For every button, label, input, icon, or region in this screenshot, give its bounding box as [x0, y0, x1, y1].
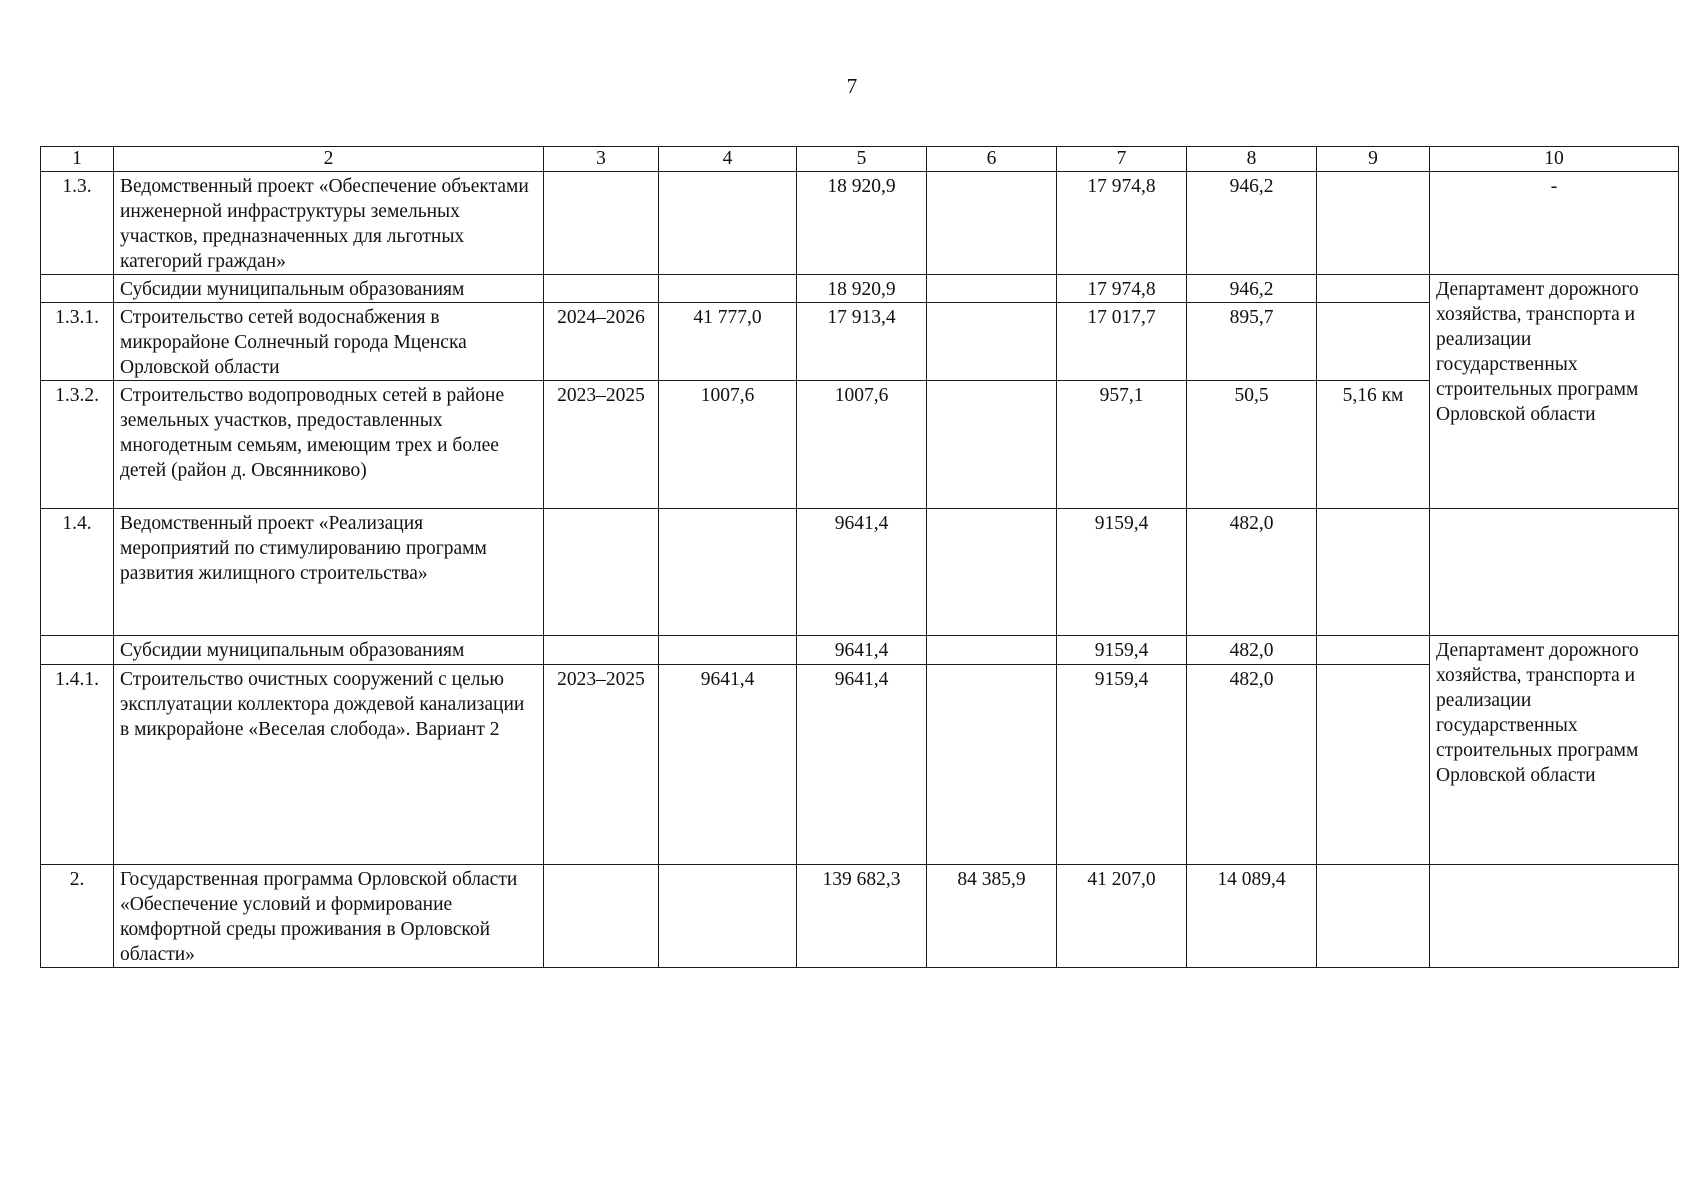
federal-funding	[927, 275, 1057, 303]
page-number: 7	[846, 74, 858, 98]
regional-funding: 9159,4	[1057, 509, 1187, 636]
total-funding: 1007,6	[797, 381, 927, 509]
capacity	[1317, 172, 1430, 275]
executor: Департамент дорожного хозяйства, транспорта и реализации государственных строительных программ Орловской области	[1430, 275, 1679, 509]
federal-funding	[927, 303, 1057, 381]
activity-name: Строительство сетей водоснабжения в микрорайоне Солнечный города Мценска Орловской области	[114, 303, 544, 381]
row-number	[41, 636, 114, 665]
local-funding: 14 089,4	[1187, 865, 1317, 968]
local-funding: 946,2	[1187, 172, 1317, 275]
regional-funding: 957,1	[1057, 381, 1187, 509]
capacity	[1317, 636, 1430, 665]
table-row	[41, 509, 1679, 636]
row-number: 1.4.1.	[41, 665, 114, 865]
implementation-period	[544, 275, 659, 303]
local-funding: 50,5	[1187, 381, 1317, 509]
total-funding: 139 682,3	[797, 865, 927, 968]
capacity	[1317, 303, 1430, 381]
row-number: 2.	[41, 865, 114, 968]
row-number	[41, 275, 114, 303]
table-row	[41, 636, 1679, 665]
activity-name: Субсидии муниципальным образованиям	[114, 275, 544, 303]
executor	[1430, 865, 1679, 968]
implementation-period	[544, 636, 659, 665]
column-header: 3	[544, 147, 659, 172]
implementation-period	[544, 172, 659, 275]
regional-funding: 41 207,0	[1057, 865, 1187, 968]
regional-funding: 17 974,8	[1057, 275, 1187, 303]
estimated-cost	[659, 509, 797, 636]
capacity	[1317, 275, 1430, 303]
local-funding: 895,7	[1187, 303, 1317, 381]
column-header: 4	[659, 147, 797, 172]
activity-name: Субсидии муниципальным образованиям	[114, 636, 544, 665]
estimated-cost	[659, 172, 797, 275]
regional-funding: 17 017,7	[1057, 303, 1187, 381]
row-number: 1.3.2.	[41, 381, 114, 509]
implementation-period: 2024–2026	[544, 303, 659, 381]
regional-funding: 9159,4	[1057, 636, 1187, 665]
federal-funding	[927, 381, 1057, 509]
total-funding: 18 920,9	[797, 275, 927, 303]
local-funding: 482,0	[1187, 665, 1317, 865]
estimated-cost	[659, 865, 797, 968]
federal-funding	[927, 509, 1057, 636]
total-funding: 9641,4	[797, 509, 927, 636]
row-number: 1.3.	[41, 172, 114, 275]
total-funding: 9641,4	[797, 665, 927, 865]
capacity	[1317, 865, 1430, 968]
row-number: 1.3.1.	[41, 303, 114, 381]
implementation-period: 2023–2025	[544, 381, 659, 509]
implementation-period: 2023–2025	[544, 665, 659, 865]
federal-funding: 84 385,9	[927, 865, 1057, 968]
table-row	[41, 172, 1679, 275]
capacity: 5,16 км	[1317, 381, 1430, 509]
total-funding: 9641,4	[797, 636, 927, 665]
activity-name: Строительство очистных сооружений с целью эксплуатации коллектора дождевой канализации в микрорайоне «Веселая слобода». Вариант 2	[114, 665, 544, 865]
federal-funding	[927, 636, 1057, 665]
capacity	[1317, 665, 1430, 865]
activity-name: Государственная программа Орловской области «Обеспечение условий и формирование комфортной среды проживания в Орловской области»	[114, 865, 544, 968]
column-header: 1	[41, 147, 114, 172]
column-header: 7	[1057, 147, 1187, 172]
column-header: 5	[797, 147, 927, 172]
local-funding: 482,0	[1187, 509, 1317, 636]
column-header: 6	[927, 147, 1057, 172]
local-funding: 482,0	[1187, 636, 1317, 665]
program-table	[40, 146, 1679, 968]
executor	[1430, 509, 1679, 636]
implementation-period	[544, 509, 659, 636]
table-row	[41, 865, 1679, 968]
estimated-cost	[659, 275, 797, 303]
executor: Департамент дорожного хозяйства, транспорта и реализации государственных строительных программ Орловской области	[1430, 636, 1679, 865]
row-number: 1.4.	[41, 509, 114, 636]
activity-name: Ведомственный проект «Реализация мероприятий по стимулированию программ развития жилищного строительства»	[114, 509, 544, 636]
federal-funding	[927, 172, 1057, 275]
column-header: 8	[1187, 147, 1317, 172]
table-row	[41, 275, 1679, 303]
capacity	[1317, 509, 1430, 636]
regional-funding: 17 974,8	[1057, 172, 1187, 275]
column-number-row	[41, 147, 1679, 172]
total-funding: 18 920,9	[797, 172, 927, 275]
local-funding: 946,2	[1187, 275, 1317, 303]
total-funding: 17 913,4	[797, 303, 927, 381]
estimated-cost: 1007,6	[659, 381, 797, 509]
regional-funding: 9159,4	[1057, 665, 1187, 865]
estimated-cost: 9641,4	[659, 665, 797, 865]
activity-name: Ведомственный проект «Обеспечение объектами инженерной инфраструктуры земельных участков, предназначенных для льготных категорий граждан»	[114, 172, 544, 275]
estimated-cost	[659, 636, 797, 665]
activity-name: Строительство водопроводных сетей в районе земельных участков, предоставленных многодетным семьям, имеющим трех и более детей (район д. Овсянниково)	[114, 381, 544, 509]
column-header: 10	[1430, 147, 1679, 172]
federal-funding	[927, 665, 1057, 865]
executor: -	[1430, 172, 1679, 275]
implementation-period	[544, 865, 659, 968]
estimated-cost: 41 777,0	[659, 303, 797, 381]
column-header: 2	[114, 147, 544, 172]
column-header: 9	[1317, 147, 1430, 172]
